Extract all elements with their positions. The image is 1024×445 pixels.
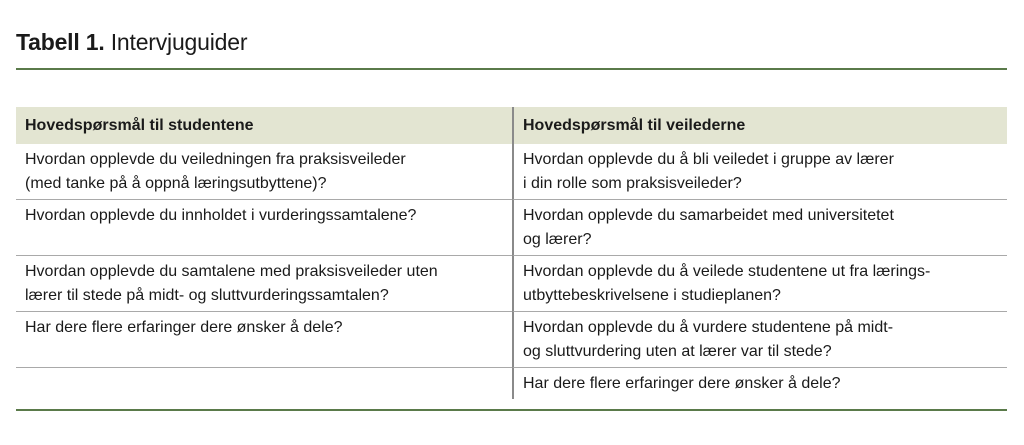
supervisor-question-cell	[512, 256, 1007, 312]
cell-line: i din rolle som praksisveileder?	[523, 175, 742, 192]
cell-line: Hvordan opplevde du innholdet i vurderingssamtalene?	[25, 207, 417, 224]
table-row	[16, 200, 1007, 256]
cell-line: Hvordan opplevde du samtalene med praksisveileder uten	[25, 263, 438, 280]
cell-line: Hvordan opplevde du samarbeidet med universitetet	[523, 207, 894, 224]
cell-line: Hvordan opplevde du å veilede studentene ut fra lærings-	[523, 263, 931, 280]
cell-line: og sluttvurdering uten at lærer var til stede?	[523, 343, 832, 360]
cell-line	[25, 340, 503, 364]
student-question-cell	[16, 312, 512, 368]
cell-line: Har dere flere erfaringer dere ønsker å dele?	[25, 319, 343, 336]
table-row	[16, 368, 1007, 399]
cell-line: (med tanke på å oppnå læringsutbyttene)?	[25, 175, 327, 192]
student-question-cell	[16, 144, 512, 200]
table-caption	[16, 28, 247, 56]
cell-line: Hvordan opplevde du å vurdere studentene på midt-	[523, 319, 894, 336]
table-title: Intervjuguider	[110, 29, 248, 55]
cell-line: og lærer?	[523, 231, 592, 248]
supervisor-question-cell	[512, 368, 1007, 399]
column-header-supervisors: Hovedspørsmål til veilederne	[512, 107, 1007, 144]
cell-line: utbyttebeskrivelsene i studieplanen?	[523, 287, 781, 304]
cell-line: Har dere flere erfaringer dere ønsker å dele?	[523, 375, 841, 392]
table-label: Tabell 1.	[16, 29, 105, 55]
cell-line	[25, 372, 503, 396]
cell-line: lærer til stede på midt- og sluttvurderingssamtalen?	[25, 287, 389, 304]
table-row	[16, 312, 1007, 368]
bottom-rule	[16, 409, 1007, 411]
table-row	[16, 256, 1007, 312]
column-header-students: Hovedspørsmål til studentene	[25, 117, 254, 134]
cell-line: Hvordan opplevde du å bli veiledet i gruppe av lærer	[523, 151, 894, 168]
cell-line: Hvordan opplevde du veiledningen fra praksisveileder	[25, 151, 406, 168]
table-row	[16, 144, 1007, 200]
supervisor-question-cell	[512, 144, 1007, 200]
supervisor-question-cell	[512, 312, 1007, 368]
student-question-cell	[16, 200, 512, 256]
table-header-row	[16, 107, 1007, 144]
interview-guide-table	[16, 107, 1007, 399]
cell-line	[25, 228, 503, 252]
supervisor-question-cell	[512, 200, 1007, 256]
student-question-cell	[16, 368, 512, 399]
student-question-cell	[16, 256, 512, 312]
top-rule	[16, 68, 1007, 70]
